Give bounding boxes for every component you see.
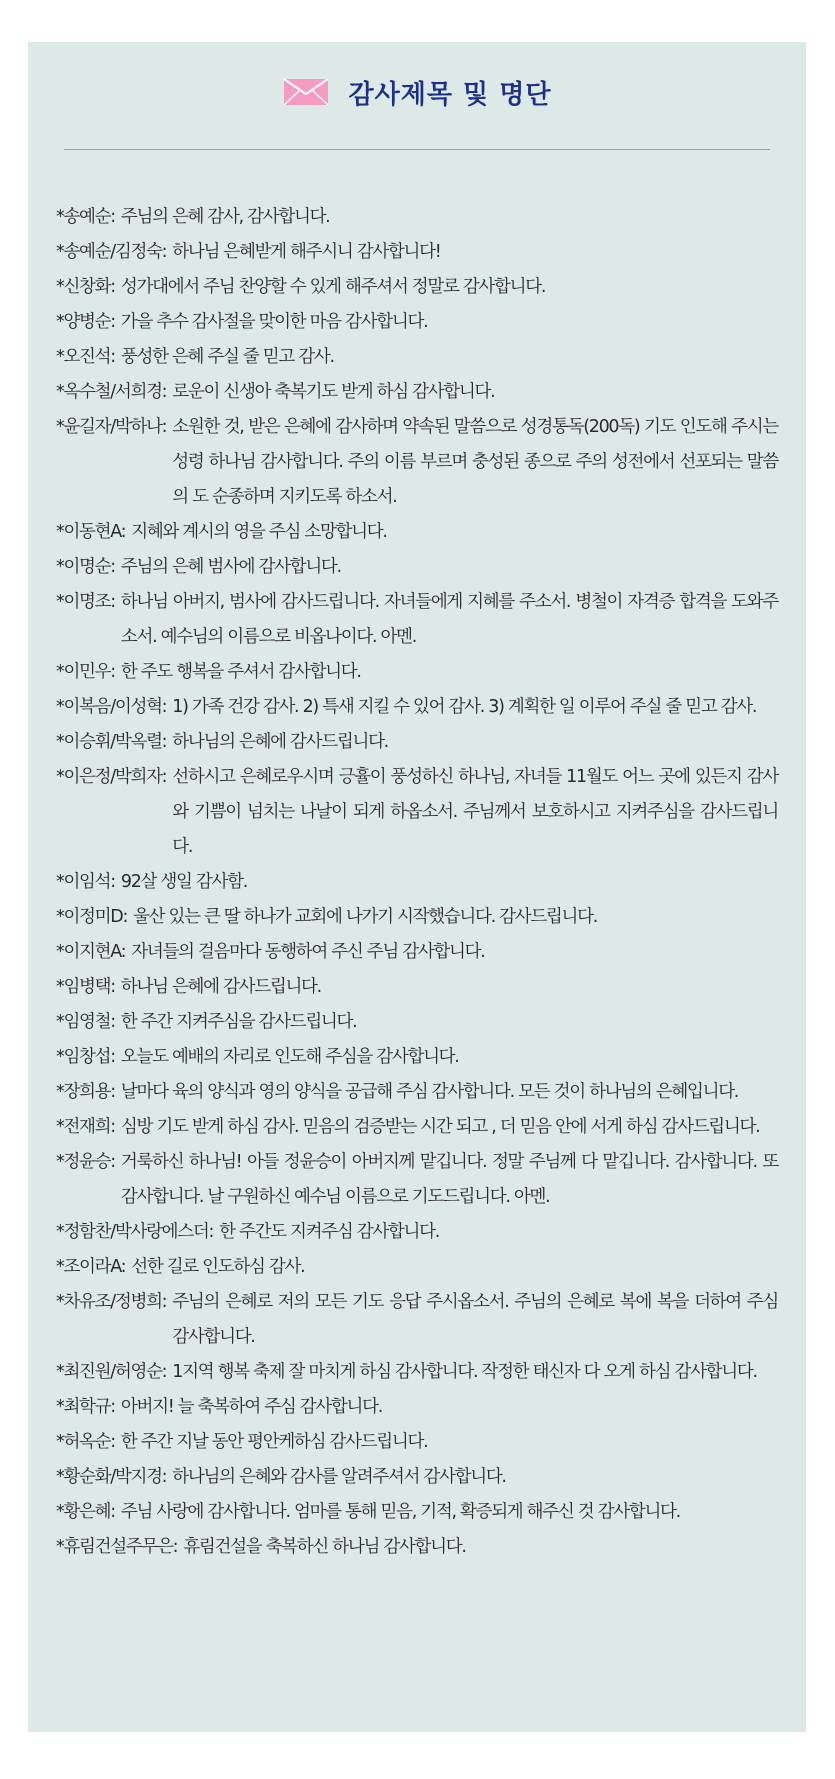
list-item bbox=[56, 760, 778, 865]
entry-text: 가을 추수 감사절을 맞이한 마음 감사합니다. bbox=[120, 312, 428, 332]
list-item bbox=[56, 1110, 778, 1145]
list-item bbox=[56, 1425, 778, 1460]
entry-text: 성가대에서 주님 찬양할 수 있게 해주셔서 정말로 감사합니다. bbox=[120, 277, 546, 297]
list-item bbox=[56, 1530, 778, 1565]
entry-text: 주님의 은혜로 저의 모든 기도 응답 주시옵소서. 주님의 은혜로 복에 복을 더하여 주심 감사합니다. bbox=[172, 1292, 778, 1347]
entry-text: 날마다 육의 양식과 영의 양식을 공급해 주심 감사합니다. 모든 것이 하나님의 은혜입니다. bbox=[120, 1082, 739, 1102]
thanksgiving-panel bbox=[28, 42, 806, 1732]
list-item bbox=[56, 1250, 778, 1285]
list-item bbox=[56, 1005, 778, 1040]
list-item bbox=[56, 270, 778, 305]
entry-text: 하나님 아버지, 범사에 감사드립니다. 자녀들에게 지혜를 주소서. 병철이 자격증 합격을 도와주소서. 예수님의 이름으로 비옵나이다. 아멘. bbox=[120, 592, 778, 647]
list-item bbox=[56, 1390, 778, 1425]
entry-name: *윤길자/박하나: bbox=[56, 417, 167, 437]
list-item bbox=[56, 1495, 778, 1530]
entry-name: *이동현A: bbox=[56, 522, 126, 542]
entry-name: *차유조/정병희: bbox=[56, 1292, 167, 1312]
list-item bbox=[56, 200, 778, 235]
list-item bbox=[56, 1355, 778, 1390]
list-item bbox=[56, 1460, 778, 1495]
entry-name: *오진석: bbox=[56, 347, 115, 367]
list-item bbox=[56, 900, 778, 935]
entry-text: 아버지! 늘 축복하여 주심 감사합니다. bbox=[120, 1397, 382, 1417]
entry-text: 한 주간 지켜주심을 감사드립니다. bbox=[120, 1012, 357, 1032]
entry-text: 한 주도 행복을 주셔서 감사합니다. bbox=[120, 662, 361, 682]
list-item bbox=[56, 515, 778, 550]
list-item bbox=[56, 725, 778, 760]
entry-name: *이지현A: bbox=[56, 942, 126, 962]
entry-text: 휴림건설을 축복하신 하나님 감사합니다. bbox=[183, 1537, 466, 1557]
list-item bbox=[56, 865, 778, 900]
entry-text: 1지역 행복 축제 잘 마치게 하심 감사합니다. 작정한 태신자 다 오게 하심 감사합니다. bbox=[172, 1362, 757, 1382]
list-item bbox=[56, 340, 778, 375]
entry-name: *이승휘/박옥렬: bbox=[56, 732, 167, 752]
entry-name: *허옥순: bbox=[56, 1432, 115, 1452]
entry-name: *이정미D: bbox=[56, 907, 128, 927]
entry-name: *옥수철/서희경: bbox=[56, 382, 167, 402]
entry-text: 1) 가족 건강 감사. 2) 특새 지킬 수 있어 감사. 3) 계획한 일 이루어 주실 줄 믿고 감사. bbox=[172, 697, 757, 717]
entry-text: 심방 기도 받게 하심 감사. 믿음의 검증받는 시간 되고 , 더 믿음 안에 서게 하심 감사드립니다. bbox=[120, 1117, 760, 1137]
entry-name: *황순화/박지경: bbox=[56, 1467, 167, 1487]
entry-name: *양병순: bbox=[56, 312, 115, 332]
list-item bbox=[56, 970, 778, 1005]
entry-text: 하나님 은혜에 감사드립니다. bbox=[120, 977, 321, 997]
entry-text: 한 주간도 지켜주심 감사합니다. bbox=[219, 1222, 440, 1242]
entry-text: 지혜와 계시의 영을 주심 소망합니다. bbox=[131, 522, 387, 542]
list-item bbox=[56, 550, 778, 585]
entry-name: *송예순/김정숙: bbox=[56, 242, 167, 262]
entry-text: 한 주간 지날 동안 평안케하심 감사드립니다. bbox=[120, 1432, 428, 1452]
list-item bbox=[56, 655, 778, 690]
entry-name: *장희용: bbox=[56, 1082, 115, 1102]
entry-name: *조이라A: bbox=[56, 1257, 126, 1277]
entry-name: *이민우: bbox=[56, 662, 115, 682]
entry-name: *신창화: bbox=[56, 277, 115, 297]
entry-text: 소원한 것, 받은 은혜에 감사하며 약속된 말씀으로 성경통독(200독) 기도 인도해 주시는 성령 하나님 감사합니다. 주의 이름 부르며 충성된 종으로 주의 성전에서 선포되는 말씀의 도 순종하며 지키도록 하소서. bbox=[172, 417, 778, 507]
entry-name: *황은혜: bbox=[56, 1502, 115, 1522]
list-item bbox=[56, 585, 778, 655]
entry-name: *이명조: bbox=[56, 592, 115, 612]
list-item bbox=[56, 1145, 778, 1215]
thanks-list bbox=[56, 200, 778, 1565]
entry-text: 주님의 은혜 감사, 감사합니다. bbox=[120, 207, 330, 227]
entry-text: 로운이 신생아 축복기도 받게 하심 감사합니다. bbox=[172, 382, 495, 402]
entry-name: *임창섭: bbox=[56, 1047, 115, 1067]
entry-name: *임영철: bbox=[56, 1012, 115, 1032]
entry-name: *이은정/박희자: bbox=[56, 767, 167, 787]
list-item bbox=[56, 1075, 778, 1110]
list-item bbox=[56, 935, 778, 970]
list-item bbox=[56, 1285, 778, 1355]
list-item bbox=[56, 235, 778, 270]
entry-text: 하나님의 은혜에 감사드립니다. bbox=[172, 732, 388, 752]
entry-text: 울산 있는 큰 딸 하나가 교회에 나가기 시작했습니다. 감사드립니다. bbox=[133, 907, 598, 927]
page-title: 감사제목 및 명단 bbox=[348, 79, 552, 110]
entry-name: *임병택: bbox=[56, 977, 115, 997]
entry-name: *휴림건설주무은: bbox=[56, 1537, 178, 1557]
entry-text: 주님 사랑에 감사합니다. 엄마를 통해 믿음, 기적, 확증되게 해주신 것 감사합니다. bbox=[120, 1502, 680, 1522]
entry-text: 선한 길로 인도하심 감사. bbox=[131, 1257, 305, 1277]
divider bbox=[64, 149, 770, 150]
entry-name: *전재희: bbox=[56, 1117, 115, 1137]
entry-name: *이복음/이성혁: bbox=[56, 697, 167, 717]
entry-text: 하나님 은혜받게 해주시니 감사합니다! bbox=[172, 242, 441, 262]
envelope-icon bbox=[283, 76, 329, 108]
entry-name: *최학규: bbox=[56, 1397, 115, 1417]
entry-name: *이임석: bbox=[56, 872, 115, 892]
list-item bbox=[56, 690, 778, 725]
header bbox=[28, 72, 806, 112]
list-item bbox=[56, 1215, 778, 1250]
entry-text: 주님의 은혜 범사에 감사합니다. bbox=[120, 557, 341, 577]
entry-name: *송예순: bbox=[56, 207, 115, 227]
entry-text: 오늘도 예배의 자리로 인도해 주심을 감사합니다. bbox=[120, 1047, 459, 1067]
entry-text: 선하시고 은혜로우시며 긍휼이 풍성하신 하나님, 자녀들 11월도 어느 곳에 있든지 감사와 기쁨이 넘치는 나날이 되게 하옵소서. 주님께서 보호하시고 지켜주심을 감사드립니다. bbox=[172, 767, 778, 857]
entry-name: *정윤승: bbox=[56, 1152, 115, 1172]
entry-name: *최진원/허영순: bbox=[56, 1362, 167, 1382]
list-item bbox=[56, 1040, 778, 1075]
entry-name: *정함찬/박사랑에스더: bbox=[56, 1222, 214, 1242]
entry-name: *이명순: bbox=[56, 557, 115, 577]
entry-text: 자녀들의 걸음마다 동행하여 주신 주님 감사합니다. bbox=[131, 942, 485, 962]
entry-text: 거룩하신 하나님! 아들 정윤승이 아버지께 맡깁니다. 정말 주님께 다 맡깁니다. 감사합니다. 또 감사합니다. 날 구원하신 예수님 이름으로 기도드립니다. 아멘. bbox=[120, 1152, 778, 1207]
list-item bbox=[56, 375, 778, 410]
entry-text: 하나님의 은혜와 감사를 알려주셔서 감사합니다. bbox=[172, 1467, 506, 1487]
list-item bbox=[56, 305, 778, 340]
entry-text: 풍성한 은혜 주실 줄 믿고 감사. bbox=[120, 347, 334, 367]
list-item bbox=[56, 410, 778, 515]
entry-text: 92살 생일 감사함. bbox=[120, 872, 247, 892]
